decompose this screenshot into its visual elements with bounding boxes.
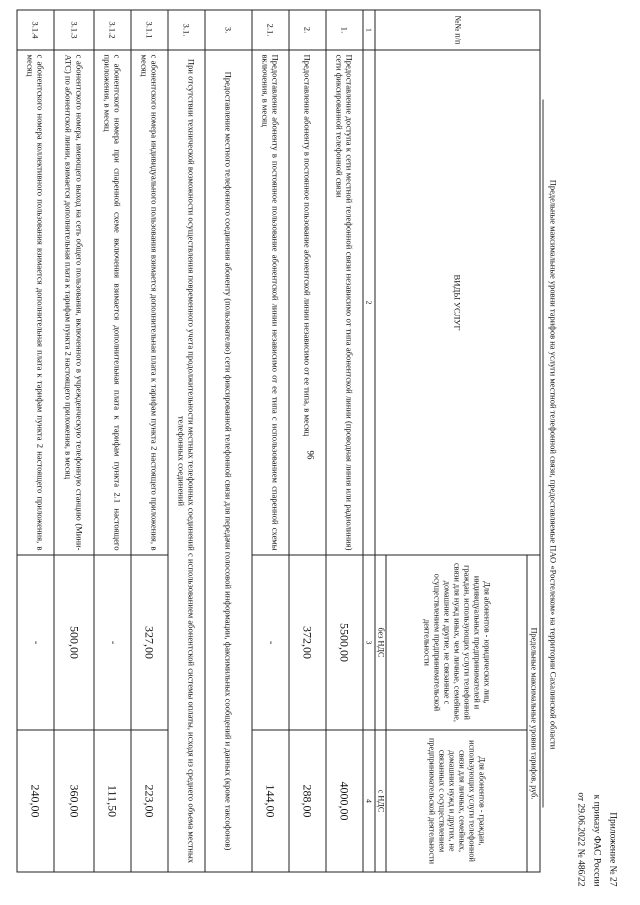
section-description: При отсутствии технической возможности осуществления повременного учета продолжительности местных телефонных соединений с использованием абонентской системы оплаты, исходя из среднего объема местных телефонных соединений — [168, 50, 205, 872]
column-number-1: 1 — [363, 10, 375, 50]
tariff-table — [17, 10, 541, 873]
row-description: с абонентского номера, имеющего выход на сеть общего пользования, включенного в учрежденческую телефонную станцию (Мини-АТС) по абонентской линии, взимается дополнительная плата к тарифам пункта 2 настоящего приложения, в месяц — [54, 50, 94, 555]
row-value-legal: 372,00 — [289, 555, 326, 730]
row-value-private: 223,00 — [131, 730, 168, 872]
row-number: 3.1. — [168, 10, 205, 50]
header-tariff-group: Предельные максимальные уровни тарифов, руб. — [527, 555, 540, 872]
row-number: 3.1.1 — [131, 10, 168, 50]
row-number: 3. — [205, 10, 252, 50]
row-value-legal: - — [252, 555, 289, 730]
row-number: 3.1.4 — [17, 10, 54, 50]
table-row — [289, 10, 326, 872]
appendix-note — [573, 792, 621, 886]
row-number: 2.1. — [252, 10, 289, 50]
column-number-2: 2 — [363, 50, 375, 555]
row-value-private: 144,00 — [252, 730, 289, 872]
column-number-4: 4 — [363, 730, 375, 872]
header-num: №№ п/п — [375, 10, 540, 50]
row-number: 3.1.3 — [54, 10, 94, 50]
section-description: Предоставление местного телефонного соединения абоненту (пользователю) сети фиксированной телефонной связи для передачи голосовой информации, факсимильных сообщений и данных (кроме таксофонов) — [205, 50, 252, 872]
row-value-private: 288,00 — [289, 730, 326, 872]
row-value-private: 360,00 — [54, 730, 94, 872]
appendix-line-1: Приложение № 27 — [607, 812, 618, 887]
header-services: ВИДЫ УСЛУГ — [375, 50, 540, 555]
table-row — [54, 10, 94, 872]
row-description: с абонентского номера при спаренной схеме включения взимается дополнительная плата к тарифам пункта 2.1 настоящего приложения, в месяц — [94, 50, 131, 555]
table-row — [94, 10, 131, 872]
row-value-private: 240,00 — [17, 730, 54, 872]
table-row — [326, 10, 363, 872]
column-number-3: 3 — [363, 555, 375, 730]
table-section-row — [168, 10, 205, 872]
table-title: Предельные максимальные уровни тарифов на услуги местной телефонной связи, предоставляемые ПАО «Ростелеком» на территории Сахалинской области — [548, 179, 559, 750]
row-number: 1. — [326, 10, 363, 50]
header-private-persons: Для абонентов - граждан, использующих услуги телефонной связи для личных, семейных, домашних нужд и других, не связанных с осуществлением предпринимательской деятельности — [386, 730, 527, 872]
row-value-private: 111,50 — [94, 730, 131, 872]
row-description: Предоставление абоненту в постоянное пользование абонентской линии независимо от ее типа с использованием спаренной схемы включения, в месяц — [252, 50, 289, 555]
row-value-legal: 327,00 — [131, 555, 168, 730]
row-description: с абонентского номера индивидуального пользования взимается дополнительная плата к тарифам пункта 2 настоящего приложения, в месяц — [131, 50, 168, 555]
appendix-line-3: от 29.06.2022 № 486/22 — [575, 792, 586, 887]
row-value-legal: - — [17, 555, 54, 730]
table-row — [252, 10, 289, 872]
row-description: Предоставление доступа к сети местной телефонной связи независимо от типа абонентской линии (проводная линия или радиолиния) сети фиксированной телефонной связи — [326, 50, 363, 555]
row-value-private: 4000,00 — [326, 730, 363, 872]
row-value-legal: - — [94, 555, 131, 730]
row-description: Предоставление абоненту в постоянное пользование абонентской линии независимо от ее типа, в месяц — [289, 50, 326, 555]
rotated-page — [1, 0, 640, 905]
table-section-row — [205, 10, 252, 872]
row-number: 3.1.2 — [94, 10, 131, 50]
page-number: 96 — [305, 450, 316, 460]
appendix-line-2: к приказу ФАС России — [591, 794, 602, 887]
header-with-vat: с НДС — [375, 730, 386, 872]
table-row — [17, 10, 54, 872]
row-value-legal: 5500,00 — [326, 555, 363, 730]
title-underline — [543, 100, 544, 808]
table-row — [131, 10, 168, 872]
row-description: с абонентского номера коллективного пользования взимается дополнительная плата к тарифам пункта 2 настоящего приложения, в месяц — [17, 50, 54, 555]
header-legal-entities: Для абонентов - юридических лиц, индивидуальных предпринимателей и граждан, использующих услуги телефонной связи для нужд иных, чем личные, семейные, домашние и другие, не связанные с осуществлением предпринимательской деятельности — [386, 555, 527, 730]
header-without-vat: без НДС — [375, 555, 386, 730]
row-value-legal: 500,00 — [54, 555, 94, 730]
row-number: 2. — [289, 10, 326, 50]
